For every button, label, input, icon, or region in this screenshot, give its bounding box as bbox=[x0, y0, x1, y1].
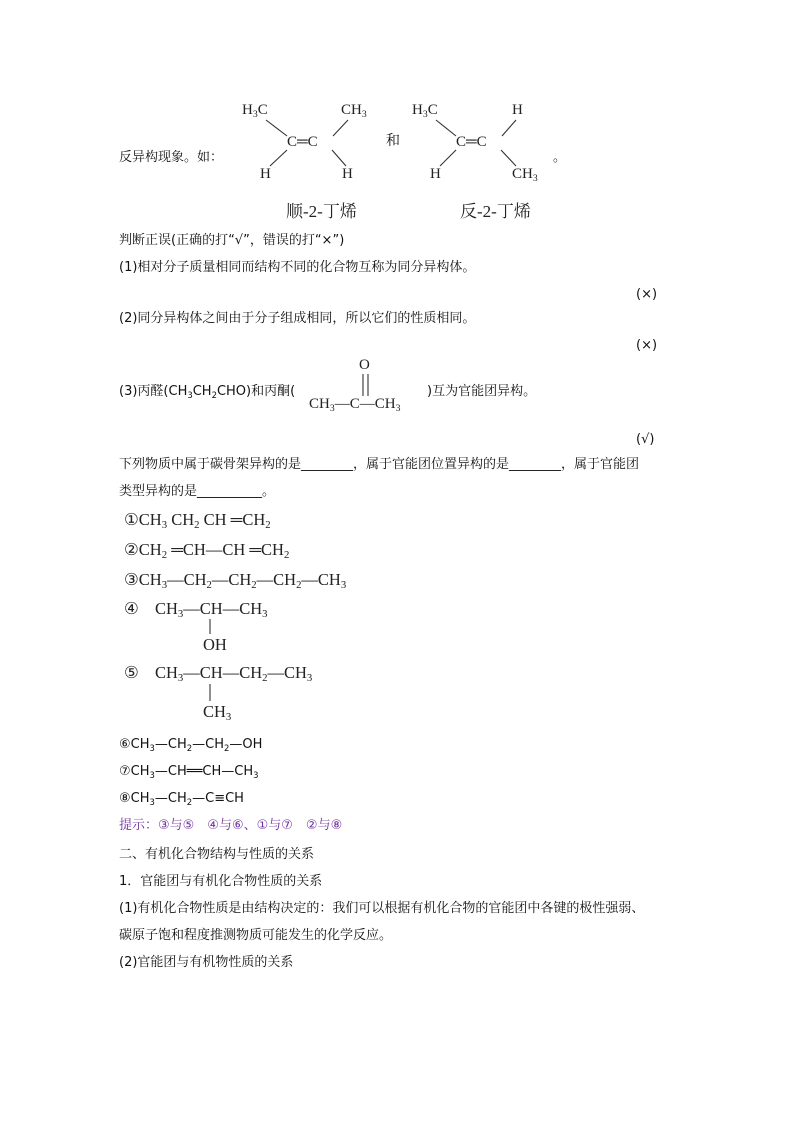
compound-4-chain: $CH_3—CH—CH_3$ bbox=[155, 599, 268, 620]
compound-4-branch: OH bbox=[203, 635, 227, 654]
compound-5-number: ⑤ bbox=[124, 663, 139, 682]
judge-q3-suffix: )互为官能团异构。 bbox=[427, 384, 537, 399]
intro-and: 和 bbox=[386, 133, 400, 149]
trans-bottom-left: H bbox=[430, 166, 441, 182]
cis-double-bond: C═C bbox=[287, 134, 318, 150]
trans-top-left: $H_3C$ bbox=[412, 102, 438, 120]
cis-top-left: $H_3C$ bbox=[242, 102, 268, 120]
section-2-p1-line2: 碳原子饱和程度推测物质可能发生的化学反应。 bbox=[119, 928, 393, 943]
trans-top-right: H bbox=[512, 102, 523, 118]
section-2-p2: (2)官能团与有机物性质的关系 bbox=[119, 955, 294, 970]
trans-double-bond: C═C bbox=[456, 134, 487, 150]
trans-bond-bl bbox=[440, 150, 456, 166]
judge-heading: 判断正误(正确的打“√”，错误的打“×”) bbox=[119, 233, 345, 248]
judge-q2-mark: (×) bbox=[636, 338, 658, 353]
section-2-heading: 二、有机化合物结构与性质的关系 bbox=[119, 847, 315, 862]
cis-bond-br bbox=[332, 150, 346, 166]
judge-q2: (2)同分异构体之间由于分子组成相同，所以它们的性质相同。 bbox=[119, 311, 476, 326]
trans-bond-tl bbox=[436, 120, 456, 136]
compound-7: $⑦CH_3—CH══CH—CH_3$ bbox=[119, 764, 259, 780]
question-line-1: 下列物质中属于碳骨架异构的是________，属于官能团位置异构的是________，属于官能团 bbox=[119, 457, 640, 472]
judge-q1-mark: (×) bbox=[636, 287, 658, 302]
trans-bond-br bbox=[501, 150, 516, 166]
compound-3: $③CH_3—CH_2—CH_2—CH_2—CH_3$ bbox=[124, 570, 347, 591]
judge-q3-mark: (√) bbox=[636, 432, 655, 447]
cis-top-right: $CH_3$ bbox=[341, 102, 367, 120]
hint-answer: 提示：③与⑤ ④与⑥、①与⑦ ②与⑧ bbox=[119, 818, 343, 833]
section-2-p1-line1: (1)有机化合物性质是由结构决定的：我们可以根据有机化合物的官能团中各键的极性强弱、 bbox=[119, 901, 645, 916]
compound-4-number: ④ bbox=[124, 599, 139, 618]
ketone-oxygen: O bbox=[359, 357, 370, 373]
judge-q3-prefix: (3)丙醛$(CH_3CH_2CHO)$和丙酮( bbox=[119, 384, 296, 400]
question-line-2: 类型异构的是__________。 bbox=[119, 484, 276, 499]
compound-8: $⑧CH_3—CH_2—C\equiv CH$ bbox=[119, 791, 244, 807]
intro-suffix: 。 bbox=[553, 150, 567, 165]
compound-6: $⑥CH_3—CH_2—CH_2—OH$ bbox=[119, 737, 263, 753]
trans-caption: 反-2-丁烯 bbox=[460, 202, 531, 221]
intro-prefix: 反异构现象。如： bbox=[119, 150, 224, 165]
cis-bottom-right: H bbox=[342, 166, 353, 182]
ketone-chain: $CH_3—C—CH_3$ bbox=[309, 396, 401, 414]
cis-bond-tl bbox=[266, 120, 287, 136]
cis-bottom-left: H bbox=[260, 166, 271, 182]
judge-q1: (1)相对分子质量相同而结构不同的化合物互称为同分异构体。 bbox=[119, 260, 476, 275]
compound-2: $②CH_2$ ═CH—CH $═CH_2$ bbox=[124, 540, 290, 561]
compound-5-branch: $CH_3$ bbox=[203, 702, 232, 723]
cis-caption: 顺-2-丁烯 bbox=[286, 202, 357, 221]
trans-bond-tr bbox=[502, 120, 516, 136]
compound-1: $①CH_3$ $CH_2$ CH $═CH_2$ bbox=[124, 510, 271, 531]
cis-bond-bl bbox=[270, 150, 287, 166]
compound-5-chain: $CH_3—CH—CH_2—CH_3$ bbox=[155, 663, 313, 684]
section-2-subheading: 1．官能团与有机化合物性质的关系 bbox=[119, 874, 323, 889]
trans-bottom-right: $CH_3$ bbox=[512, 166, 538, 184]
cis-bond-tr bbox=[333, 120, 348, 136]
